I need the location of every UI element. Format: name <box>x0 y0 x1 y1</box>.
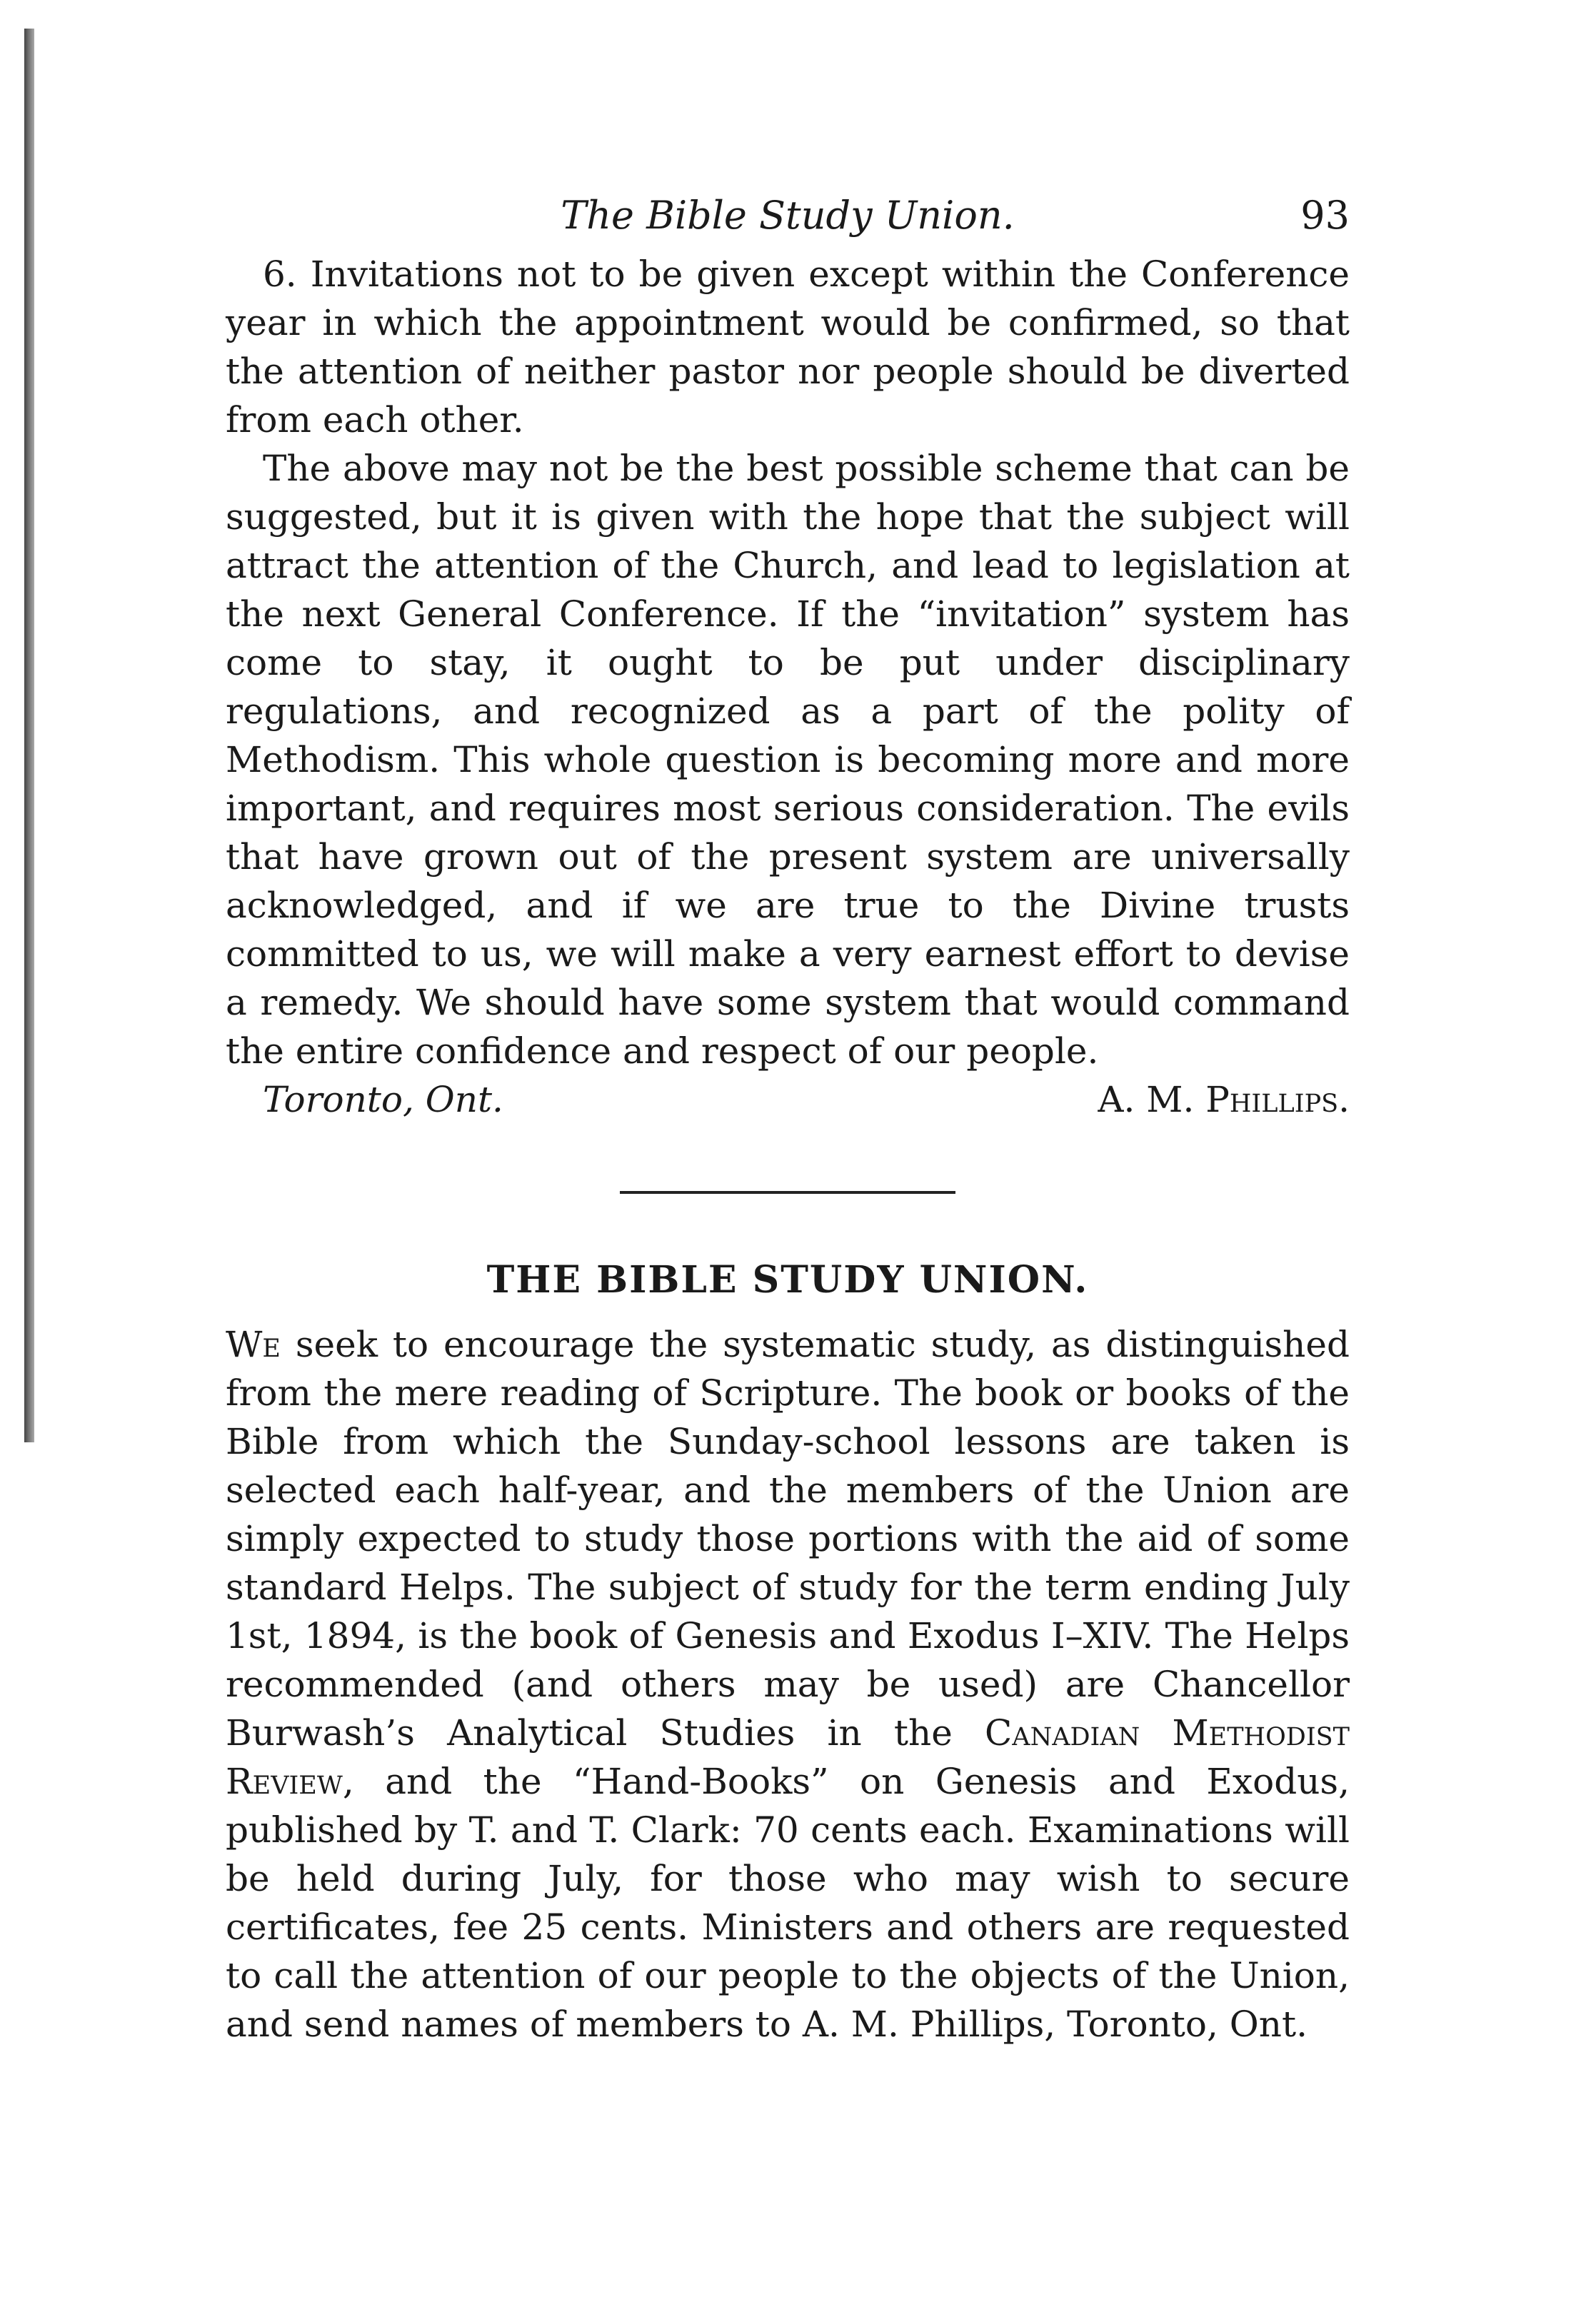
running-title: The Bible Study Union. <box>561 193 1015 238</box>
section-heading: THE BIBLE STUDY UNION. <box>486 1258 1089 1302</box>
review-name: Canadian Methodist Review <box>226 1712 1350 1802</box>
section-divider <box>620 1191 955 1194</box>
binding-edge <box>24 29 34 1442</box>
signature-author: A. M. Phillips. <box>1098 1079 1350 1120</box>
page <box>226 193 1350 2049</box>
signature-place: Toronto, Ont. <box>263 1079 503 1120</box>
running-head <box>226 193 1350 250</box>
section-paragraph <box>226 1320 1350 2049</box>
letter-body <box>226 250 1350 1075</box>
signature-line <box>226 1075 1350 1127</box>
letter-paragraph: The above may not be the best possible scheme that can be suggested, but it is given with the hope that the subject will attract the attention of the Church, and lead to legislation at the next General Conference. If the “invitation” system has come to stay, it ought to be put under disciplinary regulations, and recognized as a part of the polity of Methodism. This whole question is becoming more and more important, and requires most serious consideration. The evils that have grown out of the present system are universally acknowledged, and if we are true to the Divine trusts committed to us, we will make a very earnest effort to devise a remedy. We should have some system that would command the entire confidence and respect of our people. <box>226 448 1350 1072</box>
opening-word: We <box>226 1324 281 1365</box>
section-text-1: seek to encourage the systematic study, as distinguished from the mere reading of Scripture. The book or books of the Bible from which the Sunday-school lessons are taken is selected each half-year, and the members of the Union are simply expected to study those portions with the aid of some standard Helps. The subject of study for the term ending July 1st, 1894, is the book of Genesis and Exodus I–XIV. The Helps recommended (and others may be used) are Chancellor Burwash’s Analytical Studies in the <box>226 1324 1350 1754</box>
section-text-2: , and the “Hand-Books” on Genesis and Exodus, published by T. and T. Clark: 70 cents each. Examinations will be held during July, for those who may wish to secure certificates, fee 25 cents. Ministers and others are requested to call the attention of our people to the objects of the Union, and send names of members to A. M. Phillips, Toronto, Ont. <box>226 1761 1350 2045</box>
letter-item-6: 6. Invitations not to be given except within the Conference year in which the appointment would be confirmed, so that the attention of neither pastor nor people should be diverted from each other. <box>226 253 1350 441</box>
page-number: 93 <box>1300 193 1350 238</box>
